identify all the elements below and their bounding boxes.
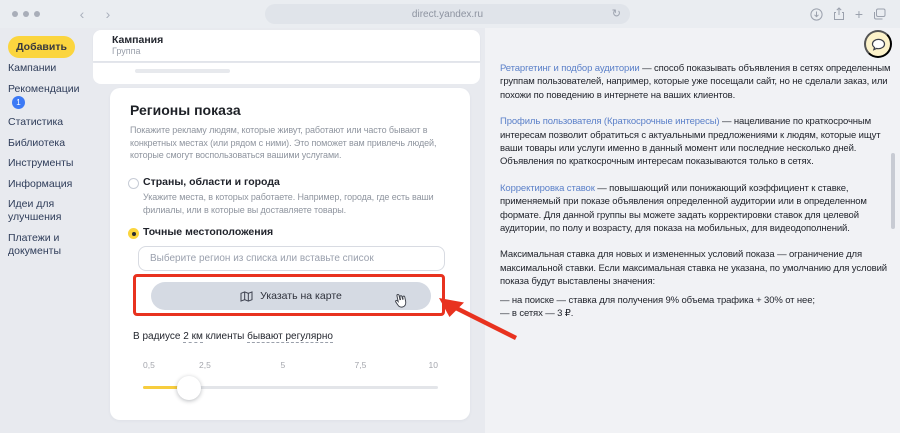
bid-adjustment-link[interactable]: Корректировка ставок: [500, 182, 595, 194]
radio-countries-regions-label[interactable]: Страны, области и города: [143, 176, 280, 188]
help-text: — повышающий или понижающий коэффициент к ставке, применяемый при показе объявления определенной аудитории или в определенном формате. Для данной группы вы можете задать корректировки ставок для целевой аудитории, по полу и возрасту, для показа на мобильных, для видеодополнений.: [500, 182, 867, 235]
tabs-overview-icon[interactable]: [873, 8, 886, 20]
back-icon[interactable]: ‹: [79, 6, 85, 22]
tab-campaign-label: Кампания: [112, 34, 164, 46]
page-title: Регионы показа: [130, 102, 241, 118]
map-icon: [240, 291, 253, 302]
campaign-tab[interactable]: [93, 30, 480, 61]
show-regions-panel: [110, 88, 470, 420]
new-tab-icon[interactable]: +: [854, 6, 863, 22]
help-text: — способ показывать объявления в сетях определенным группам пользователей, например, которые уже посещали сайт, но не сделали заказ, или похожи по поведению в интернете на ваших клиентов.: [500, 63, 891, 101]
window-minimize-icon[interactable]: [23, 11, 29, 17]
radio-countries-regions[interactable]: [128, 178, 139, 189]
show-on-map-label: Указать на карте: [260, 290, 342, 302]
radio-exact-locations-label[interactable]: Точные местоположения: [143, 226, 274, 238]
highlight-box: [133, 274, 445, 316]
sidebar-item-campaigns[interactable]: Кампании: [8, 62, 57, 74]
sidebar-item-recommendations[interactable]: [8, 83, 96, 109]
skeleton-line: [135, 69, 230, 73]
radio-exact-locations[interactable]: [128, 228, 139, 239]
sidebar-item-library[interactable]: Библиотека: [8, 136, 66, 149]
user-profile-link[interactable]: Профиль пользователя (Краткосрочные интересы): [500, 116, 720, 128]
url-text: direct.yandex.ru: [411, 8, 484, 20]
tick-label: 0,5: [143, 360, 155, 370]
slider-tick-labels: [143, 360, 438, 371]
radius-slider-handle[interactable]: [177, 376, 201, 400]
tab-group-label: Группа: [112, 46, 141, 56]
radius-value-link[interactable]: 2 км: [183, 331, 203, 342]
window-controls[interactable]: [12, 11, 40, 17]
radius-prefix: В радиусе: [133, 331, 184, 342]
sidebar-item-label: Рекомендации: [8, 82, 80, 95]
sidebar-item-information[interactable]: Информация: [8, 177, 73, 190]
download-icon[interactable]: [810, 8, 823, 21]
sidebar-item-payments[interactable]: Платежи и документы: [8, 231, 62, 257]
help-paragraph-max-bid: [500, 248, 898, 288]
collapsed-section: [93, 63, 480, 84]
show-on-map-button[interactable]: [151, 282, 431, 310]
recommendations-badge: 1: [12, 96, 25, 109]
reload-icon[interactable]: ↻: [611, 8, 621, 20]
forward-icon[interactable]: ›: [105, 6, 111, 22]
sidebar-item-ideas[interactable]: Идеи для улучшения: [8, 198, 62, 223]
window-close-icon[interactable]: [12, 11, 18, 17]
add-button[interactable]: Добавить: [8, 36, 75, 58]
tick-label: 7,5: [354, 360, 367, 370]
address-bar[interactable]: [265, 4, 630, 24]
scrollbar-thumb[interactable]: [891, 153, 895, 229]
radius-frequency-link[interactable]: бывают регулярно: [247, 331, 333, 342]
help-list-item: — на поиске — ставка для получения 9% объема трафика + 30% от нее;: [500, 294, 815, 306]
window-zoom-icon[interactable]: [34, 11, 40, 17]
radius-sentence: [133, 331, 333, 342]
help-paragraph-retargeting: [500, 62, 898, 102]
tick-label: 5: [280, 360, 286, 370]
sidebar-item-statistics[interactable]: Статистика: [8, 116, 64, 128]
browser-chrome: [0, 0, 900, 28]
sidebar-nav: [8, 62, 96, 265]
sidebar-item-tools[interactable]: Инструменты: [8, 157, 74, 169]
annotation-arrow: [436, 292, 524, 344]
tick-label: 10: [428, 360, 438, 370]
retargeting-link[interactable]: Ретаргетинг и подбор аудитории: [500, 63, 640, 74]
share-icon[interactable]: [833, 7, 845, 21]
radius-middle: клиенты: [202, 331, 248, 342]
help-list-item: — в сетях — 3 ₽.: [500, 308, 574, 320]
help-panel: [485, 28, 900, 433]
radio-countries-regions-description: Укажите места, в которых работаете. Например, города, где есть ваши филиалы, или в которые вы доставляете товары.: [143, 192, 434, 215]
help-paragraph-bid-adjustment: [500, 182, 898, 236]
chat-button[interactable]: [864, 30, 892, 58]
section-description: Покажите рекламу людям, которые живут, работают или часто бывают в конкретных местах (или рядом с ними). Это поможет вам привлечь людей, которые смогут воспользоваться вашими услугами.: [130, 125, 437, 160]
help-paragraph-profile: [500, 115, 898, 169]
region-input[interactable]: [138, 246, 445, 271]
tick-label: 2,5: [199, 360, 211, 370]
help-list: [500, 294, 898, 321]
help-content: [500, 62, 898, 321]
help-text: Максимальная ставка для новых и измененных условий показа — ограничение для максимальной ставки. Если максимальная ставка не указана, по умолчанию для условий показа будут выставлены значения:: [500, 249, 887, 288]
help-text: — нацеливание по краткосрочным интересам позволит обратиться с актуальными предложениями к людям, которые ищут ваши товары или услуги именно в данный момент или последние несколько дней. Объявления по краткосрочным интересам показываются только в сетях.: [500, 116, 881, 168]
chat-bubble-icon: [871, 38, 886, 51]
